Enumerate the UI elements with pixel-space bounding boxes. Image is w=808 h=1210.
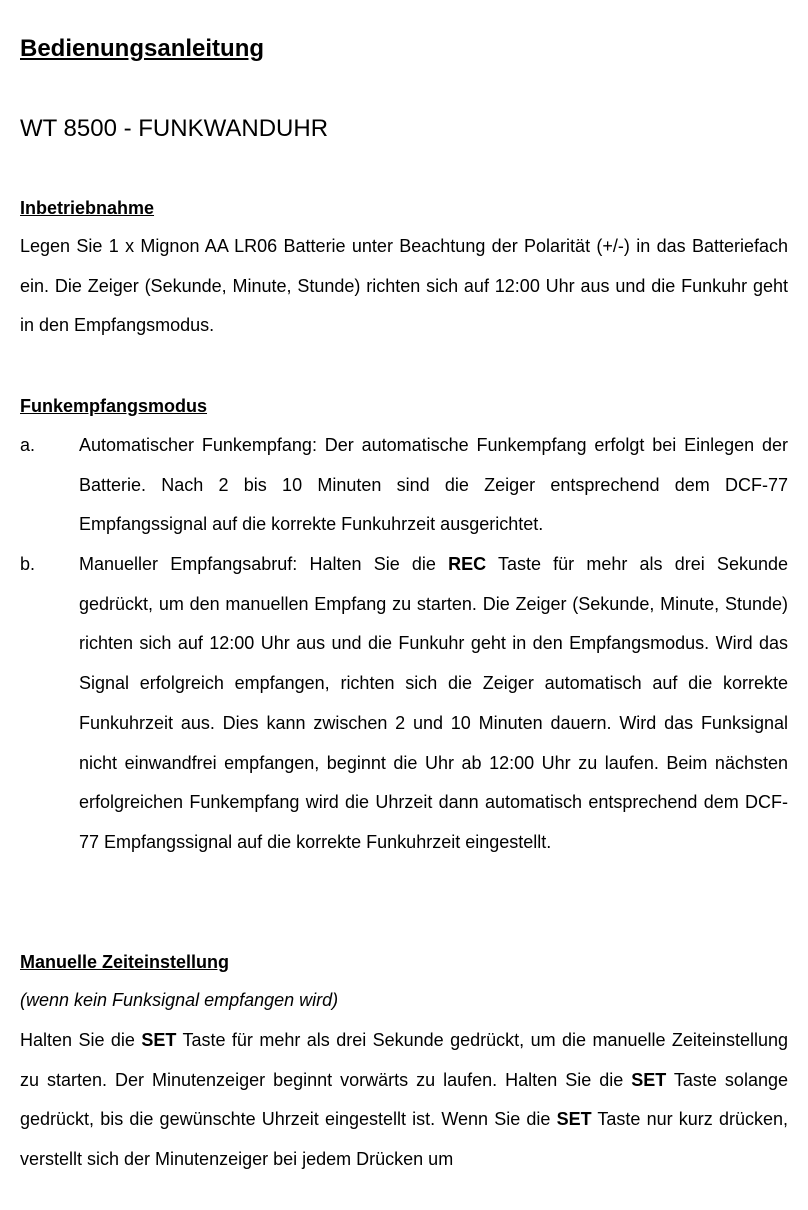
heading-inbetriebnahme: Inbetriebnahme	[20, 198, 155, 218]
list-marker-b: b.	[20, 554, 36, 574]
subtitle-no-signal: (wenn kein Funksignal empfangen wird)	[20, 990, 339, 1010]
list-item-manual-reception	[79, 545, 788, 863]
list-marker-a: a.	[20, 435, 36, 455]
text-segment: Taste für mehr als drei Sekunde gedrückt, um die manuelle Zeiteinstellung zu starten. Der Minutenzeiger beginnt vorwärts zu laufen. Halten Sie die	[20, 1030, 788, 1090]
paragraph-manual-time	[20, 1021, 788, 1180]
document-title: Bedienungsanleitung	[20, 35, 265, 62]
text-segment: Taste nur kurz drücken, verstellt sich der Minutenzeiger bei jedem Drücken um	[20, 1109, 788, 1170]
key-set: SET	[631, 1069, 667, 1090]
heading-funkempfangsmodus: Funkempfangsmodus	[20, 396, 208, 416]
text-segment: Taste für mehr als drei Sekunde gedrückt, um den manuellen Empfang zu starten. Die Zeiger (Sekunde, Minute, Stunde) richten sich auf 12:00 Uhr aus und die Funkuhr geht in den Empfangsmodus. Wird das Signal erfolgreich empfangen, richten sich die Zeiger automatisch auf die korrekte Funkuhrzeit aus. Dies kann zwischen 2 und 10 Minuten dauern. Wird das Funksignal nicht einwandfrei empfangen, beginnt die Uhr ab 12:00 Uhr zu laufen. Beim nächsten erfolgreichen Funkempfang wird die Uhrzeit dann automatisch entsprechend dem DCF-77 Empfangssignal auf die korrekte Funkuhrzeit eingestellt.	[79, 554, 788, 852]
list-item-automatic-reception: Automatischer Funkempfang: Der automatische Funkempfang erfolgt bei Einlegen der Batterie. Nach 2 bis 10 Minuten sind die Zeiger entsprechend dem DCF-77 Empfangssignal auf die korrekte Funkuhrzeit ausgerichtet.	[79, 435, 788, 535]
text-segment: Taste solange gedrückt, bis die gewünschte Uhrzeit eingestellt ist. Wenn Sie die	[20, 1069, 788, 1130]
product-model: WT 8500 - FUNKWANDUHR	[20, 115, 329, 142]
key-set: SET	[141, 1030, 177, 1050]
text-segment: Halten Sie die	[20, 1030, 142, 1050]
paragraph-inbetriebnahme: Legen Sie 1 x Mignon AA LR06 Batterie unter Beachtung der Polarität (+/-) in das Batteriefach ein. Die Zeiger (Sekunde, Minute, Stunde) richten sich auf 12:00 Uhr aus und die Funkuhr geht in den Empfangsmodus.	[20, 236, 788, 336]
key-rec: REC	[448, 554, 487, 574]
heading-manuelle-zeiteinstellung: Manuelle Zeiteinstellung	[20, 952, 230, 972]
text-segment: Manueller Empfangsabruf: Halten Sie die	[79, 554, 449, 574]
key-set: SET	[556, 1109, 592, 1130]
